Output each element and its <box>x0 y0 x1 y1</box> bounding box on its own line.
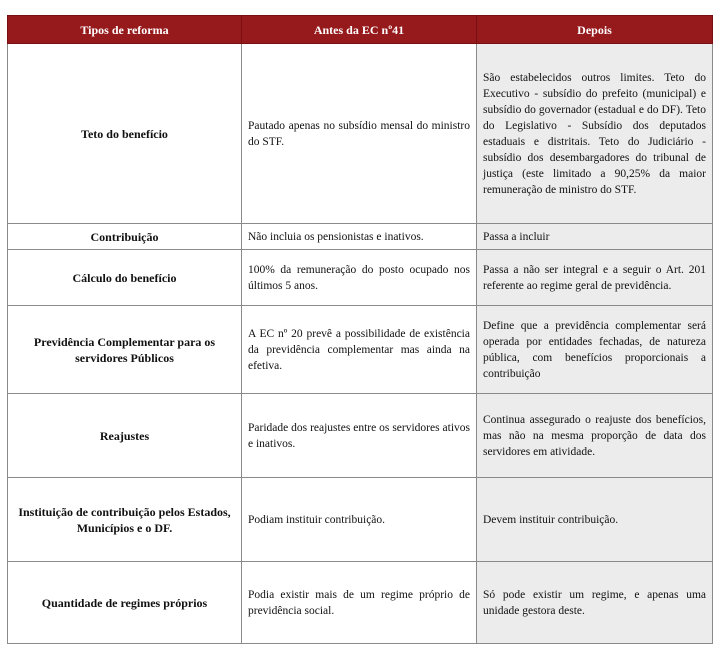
table-row-reajustes <box>8 394 713 478</box>
reform-type-cell: Instituição de contribuição pelos Estados, Municípios e o DF. <box>8 478 242 562</box>
header-tipos-de-reforma: Tipos de reforma <box>8 16 242 44</box>
after-cell: Continua assegurado o reajuste dos benefícios, mas não na mesma proporção de data dos servidores em atividade. <box>477 394 713 478</box>
header-row <box>8 16 713 44</box>
header-antes-ec41: Antes da EC nº41 <box>242 16 477 44</box>
reform-type-cell: Teto do benefício <box>8 44 242 224</box>
before-cell: Pautado apenas no subsídio mensal do ministro do STF. <box>242 44 477 224</box>
table-row-calculo <box>8 250 713 306</box>
after-cell: Só pode existir um regime, e apenas uma unidade gestora deste. <box>477 562 713 644</box>
reform-type-cell: Previdência Complementar para os servidores Públicos <box>8 306 242 394</box>
reform-comparison-table <box>7 15 713 644</box>
after-cell: São estabelecidos outros limites. Teto do Executivo - subsídio do prefeito (municipal) e subsídio do governador (estadual e do DF). Teto do Legislativo - Subsídio dos deputados estaduais e distritais. Teto do Judiciário - subsídio dos desembargadores do tribunal de justiça (este limitado a 90,25% da maior remuneração de ministro do STF. <box>477 44 713 224</box>
table-row-regimes-proprios <box>8 562 713 644</box>
reform-type-cell: Reajustes <box>8 394 242 478</box>
after-cell: Define que a previdência complementar será operada por entidades fechadas, de natureza pública, com benefícios proporcionais a contribuição <box>477 306 713 394</box>
after-cell: Devem instituir contribuição. <box>477 478 713 562</box>
before-cell: Não incluia os pensionistas e inativos. <box>242 224 477 250</box>
before-cell: Podiam instituir contribuição. <box>242 478 477 562</box>
table-row-teto <box>8 44 713 224</box>
after-cell: Passa a incluir <box>477 224 713 250</box>
reform-type-cell: Quantidade de regimes próprios <box>8 562 242 644</box>
table-row-instituicao-contribuicao <box>8 478 713 562</box>
reform-type-cell: Cálculo do benefício <box>8 250 242 306</box>
table-row-contribuicao <box>8 224 713 250</box>
reform-comparison-table-wrapper <box>7 15 712 644</box>
before-cell: 100% da remuneração do posto ocupado nos últimos 5 anos. <box>242 250 477 306</box>
header-depois: Depois <box>477 16 713 44</box>
before-cell: Paridade dos reajustes entre os servidores ativos e inativos. <box>242 394 477 478</box>
before-cell: Podia existir mais de um regime próprio de previdência social. <box>242 562 477 644</box>
before-cell: A EC nº 20 prevê a possibilidade de existência da previdência complementar mas ainda na efetiva. <box>242 306 477 394</box>
after-cell: Passa a não ser integral e a seguir o Art. 201 referente ao regime geral de previdência. <box>477 250 713 306</box>
table-row-previdencia-complementar <box>8 306 713 394</box>
reform-type-cell: Contribuição <box>8 224 242 250</box>
